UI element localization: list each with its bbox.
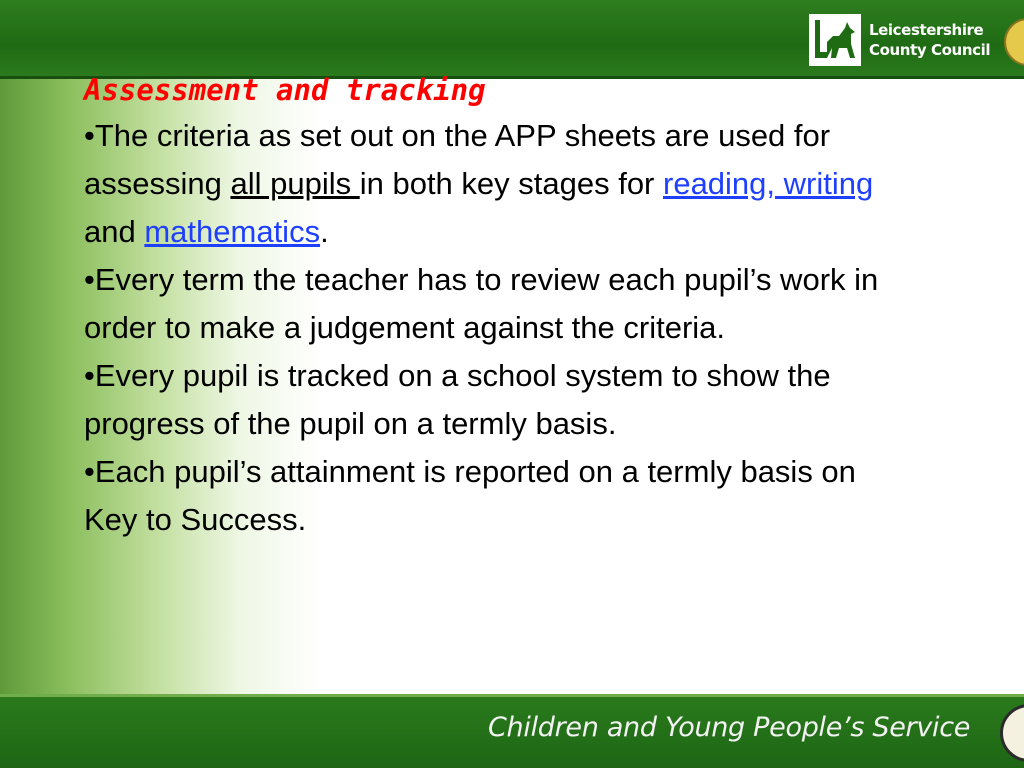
bullet-text: in both key stages for bbox=[359, 166, 663, 201]
bullet-point: •Every pupil is tracked on a school system to show the progress of the pupil on a termly basis. bbox=[84, 358, 831, 441]
bullet-text: •The criteria as set out on the APP sheets are used for assessing bbox=[84, 118, 831, 201]
bullet-text: . bbox=[320, 214, 329, 249]
council-name bbox=[869, 20, 990, 60]
bullet-point bbox=[84, 112, 904, 256]
reading-writing-link[interactable]: reading, writing bbox=[663, 166, 874, 201]
slide-heading: Assessment and tracking bbox=[84, 73, 486, 107]
council-logo bbox=[809, 14, 999, 66]
fox-emblem-icon bbox=[809, 14, 861, 66]
mathematics-link[interactable]: mathematics bbox=[144, 214, 321, 249]
underlined-text: all pupils bbox=[230, 166, 360, 201]
council-name-line2: County Council bbox=[869, 41, 991, 59]
council-name-line1: Leicestershire bbox=[869, 21, 984, 39]
slide-body bbox=[84, 68, 904, 544]
footer-service-name: Children and Young People’s Service bbox=[488, 712, 971, 743]
bullet-text: and bbox=[84, 214, 145, 249]
bullet-point: •Each pupil’s attainment is reported on a termly basis on Key to Success. bbox=[84, 454, 856, 537]
bullet-point: •Every term the teacher has to review each pupil’s work in order to make a judgement against the criteria. bbox=[84, 262, 879, 345]
